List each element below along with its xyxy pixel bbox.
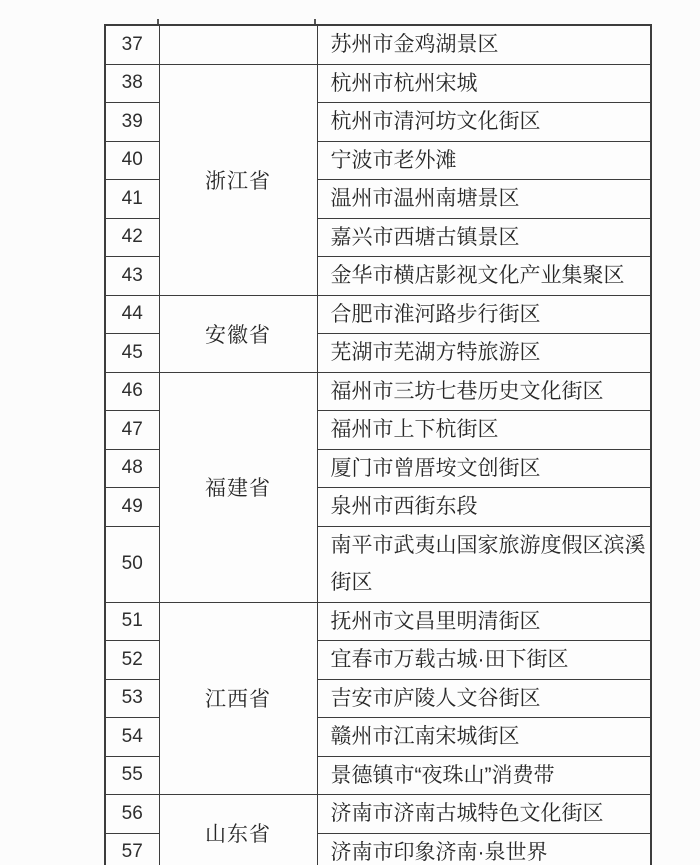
district-name: 抚州市文昌里明清街区 xyxy=(317,602,651,641)
row-number: 49 xyxy=(105,488,159,527)
row-number: 43 xyxy=(105,257,159,296)
row-number: 45 xyxy=(105,334,159,373)
district-name: 福州市三坊七巷历史文化街区 xyxy=(317,372,651,411)
row-number: 54 xyxy=(105,718,159,757)
district-name: 宜春市万载古城·田下街区 xyxy=(317,641,651,680)
district-name: 济南市印象济南·泉世界 xyxy=(317,833,651,865)
row-number: 37 xyxy=(105,25,159,64)
row-number: 53 xyxy=(105,679,159,718)
province-cell: 江西省 xyxy=(159,602,317,795)
district-name: 福州市上下杭街区 xyxy=(317,411,651,450)
district-name: 赣州市江南宋城街区 xyxy=(317,718,651,757)
district-name: 宁波市老外滩 xyxy=(317,141,651,180)
row-number: 52 xyxy=(105,641,159,680)
province-cell: 浙江省 xyxy=(159,64,317,295)
district-name: 杭州市杭州宋城 xyxy=(317,64,651,103)
district-name: 南平市武夷山国家旅游度假区滨溪街区 xyxy=(317,526,651,602)
row-number: 48 xyxy=(105,449,159,488)
district-name: 嘉兴市西塘古镇景区 xyxy=(317,218,651,257)
row-number: 57 xyxy=(105,833,159,865)
row-number: 41 xyxy=(105,180,159,219)
row-number: 50 xyxy=(105,526,159,602)
row-number: 55 xyxy=(105,756,159,795)
table-row xyxy=(105,372,651,411)
province-cell: 安徽省 xyxy=(159,295,317,372)
table-row xyxy=(105,25,651,64)
district-name: 温州市温州南塘景区 xyxy=(317,180,651,219)
district-name: 济南市济南古城特色文化街区 xyxy=(317,795,651,834)
row-number: 40 xyxy=(105,141,159,180)
table-row xyxy=(105,64,651,103)
province-cell: 山东省 xyxy=(159,795,317,865)
row-number: 47 xyxy=(105,411,159,450)
row-number: 51 xyxy=(105,602,159,641)
row-number: 44 xyxy=(105,295,159,334)
district-name: 苏州市金鸡湖景区 xyxy=(317,25,651,64)
province-cell xyxy=(159,25,317,64)
district-name: 合肥市淮河路步行街区 xyxy=(317,295,651,334)
table-row xyxy=(105,602,651,641)
row-number: 39 xyxy=(105,103,159,142)
district-name: 泉州市西街东段 xyxy=(317,488,651,527)
district-name: 金华市横店影视文化产业集聚区 xyxy=(317,257,651,296)
row-number: 46 xyxy=(105,372,159,411)
district-name: 景德镇市“夜珠山”消费带 xyxy=(317,756,651,795)
districts-table xyxy=(104,24,652,865)
district-name: 芜湖市芜湖方特旅游区 xyxy=(317,334,651,373)
district-name: 杭州市清河坊文化街区 xyxy=(317,103,651,142)
table-row xyxy=(105,295,651,334)
district-name: 厦门市曾厝垵文创街区 xyxy=(317,449,651,488)
row-number: 56 xyxy=(105,795,159,834)
province-cell: 福建省 xyxy=(159,372,317,602)
district-name: 吉安市庐陵人文谷街区 xyxy=(317,679,651,718)
table-row xyxy=(105,795,651,834)
row-number: 42 xyxy=(105,218,159,257)
row-number: 38 xyxy=(105,64,159,103)
